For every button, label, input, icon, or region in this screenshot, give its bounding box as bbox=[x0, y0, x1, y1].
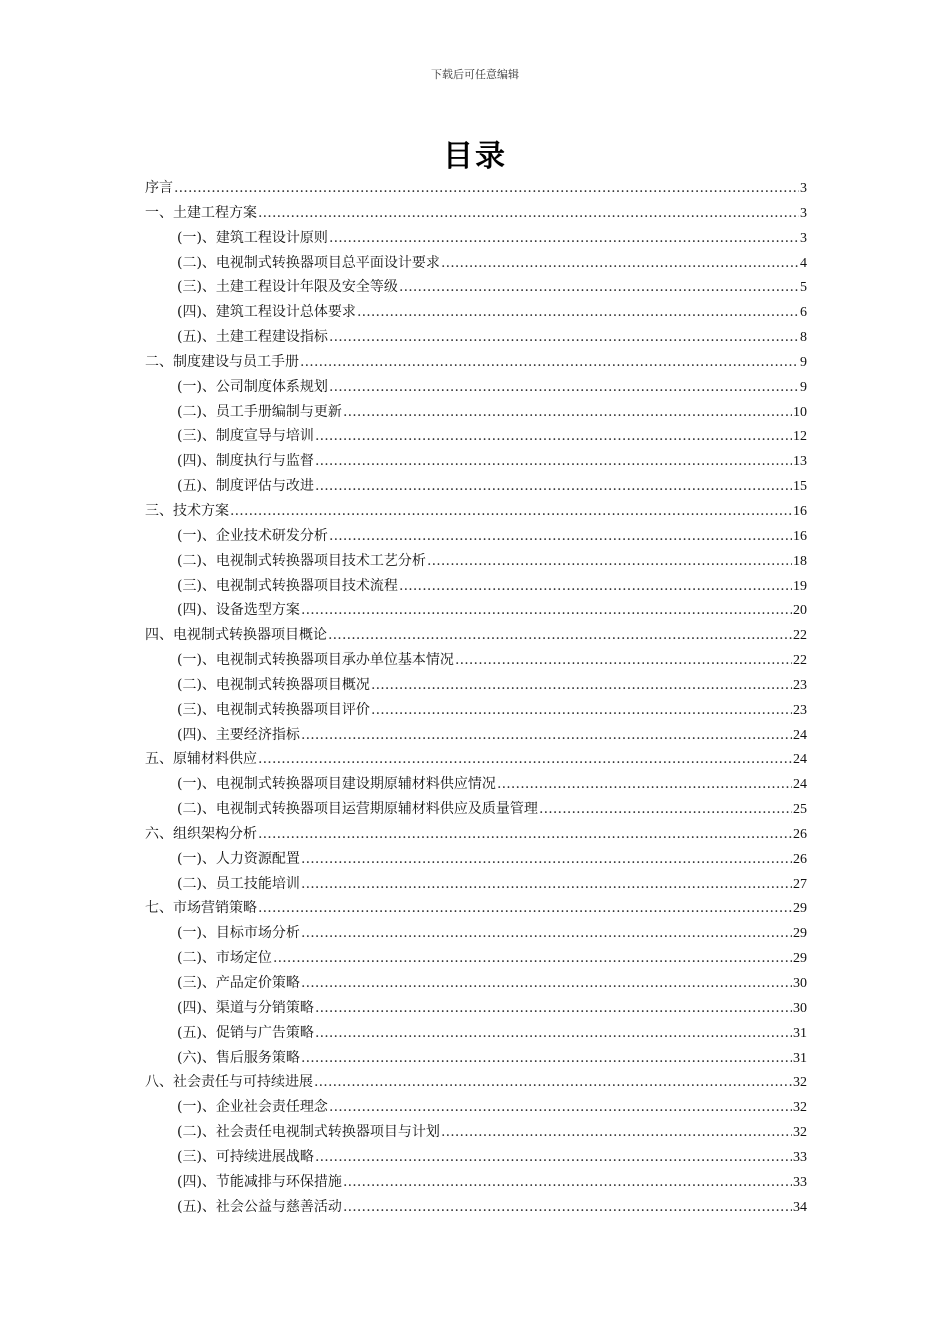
toc-entry-page-number: 22 bbox=[793, 653, 807, 669]
toc-dot-leader bbox=[301, 971, 792, 996]
toc-dot-leader bbox=[301, 1046, 792, 1071]
toc-entry-label: (五)、促销与广告策略 bbox=[177, 1024, 314, 1041]
toc-entry-label: 序言 bbox=[145, 180, 173, 196]
toc-dot-leader bbox=[315, 1145, 792, 1170]
toc-dot-leader bbox=[258, 822, 792, 847]
toc-entry-page-number: 23 bbox=[793, 677, 807, 693]
toc-dot-leader bbox=[174, 176, 799, 201]
toc-dot-leader bbox=[315, 424, 792, 449]
toc-entry-label: (三)、电视制式转换器项目评价 bbox=[177, 701, 370, 718]
toc-entry[interactable] bbox=[145, 971, 807, 996]
page-header: 下载后可任意编辑 bbox=[431, 68, 519, 81]
toc-entry-label: (二)、市场定位 bbox=[177, 950, 272, 967]
toc-entry-page-number: 27 bbox=[793, 876, 807, 892]
toc-entry-label: (一)、企业技术研发分析 bbox=[177, 527, 328, 544]
toc-entry-page-number: 10 bbox=[793, 404, 807, 420]
toc-entry-label: 二、制度建设与员工手册 bbox=[145, 353, 299, 370]
toc-entry-page-number: 24 bbox=[793, 727, 807, 743]
toc-entry-label: (四)、渠道与分销策略 bbox=[177, 999, 314, 1016]
toc-entry[interactable] bbox=[145, 1120, 807, 1145]
toc-entry-page-number: 29 bbox=[793, 926, 807, 942]
toc-dot-leader bbox=[371, 698, 792, 723]
toc-entry[interactable] bbox=[145, 896, 807, 921]
toc-dot-leader bbox=[300, 350, 799, 375]
toc-entry[interactable] bbox=[145, 1021, 807, 1046]
toc-entry-page-number: 6 bbox=[800, 305, 807, 321]
toc-entry-page-number: 3 bbox=[800, 181, 807, 196]
toc-entry[interactable] bbox=[145, 251, 807, 276]
toc-entry-label: (一)、企业社会责任理念 bbox=[177, 1099, 328, 1116]
toc-entry-label: (二)、员工手册编制与更新 bbox=[177, 403, 342, 420]
toc-entry[interactable] bbox=[145, 1095, 807, 1120]
toc-entry[interactable] bbox=[145, 300, 807, 325]
toc-entry[interactable] bbox=[145, 723, 807, 748]
toc-entry-label: (二)、电视制式转换器项目技术工艺分析 bbox=[177, 552, 426, 569]
toc-entry[interactable] bbox=[145, 1046, 807, 1071]
toc-dot-leader bbox=[497, 772, 792, 797]
toc-dot-leader bbox=[301, 598, 792, 623]
toc-entry[interactable] bbox=[145, 648, 807, 673]
toc-entry-label: 四、电视制式转换器项目概论 bbox=[145, 627, 327, 644]
toc-dot-leader bbox=[357, 300, 799, 325]
toc-entry-label: (六)、售后服务策略 bbox=[177, 1049, 300, 1066]
toc-entry[interactable] bbox=[145, 400, 807, 425]
toc-dot-leader bbox=[315, 1021, 792, 1046]
toc-entry-label: (三)、产品定价策略 bbox=[177, 975, 300, 991]
toc-entry-label: 三、技术方案 bbox=[145, 502, 229, 519]
toc-entry-label: 七、市场营销策略 bbox=[145, 900, 257, 917]
toc-entry[interactable] bbox=[145, 772, 807, 797]
toc-entry[interactable] bbox=[145, 424, 807, 449]
toc-entry[interactable] bbox=[145, 822, 807, 847]
toc-dot-leader bbox=[399, 275, 799, 300]
toc-entry-page-number: 20 bbox=[793, 603, 807, 619]
toc-dot-leader bbox=[329, 226, 799, 251]
toc-entry-page-number: 22 bbox=[793, 628, 807, 644]
toc-dot-leader bbox=[329, 1095, 792, 1120]
toc-dot-leader bbox=[315, 474, 792, 499]
toc-entry-label: (四)、建筑工程设计总体要求 bbox=[177, 304, 356, 321]
toc-entry[interactable] bbox=[145, 499, 807, 524]
toc-dot-leader bbox=[301, 847, 792, 872]
toc-entry[interactable] bbox=[145, 474, 807, 499]
toc-entry-page-number: 31 bbox=[793, 1025, 807, 1041]
toc-dot-leader bbox=[343, 1170, 792, 1195]
toc-entry-page-number: 33 bbox=[793, 1174, 807, 1190]
toc-dot-leader bbox=[230, 499, 792, 524]
toc-dot-leader bbox=[314, 1070, 792, 1095]
toc-entry-page-number: 25 bbox=[793, 802, 807, 818]
table-of-contents bbox=[145, 176, 807, 1219]
toc-dot-leader bbox=[441, 1120, 792, 1145]
toc-entry-label: (二)、电视制式转换器项目总平面设计要求 bbox=[177, 254, 440, 271]
toc-entry-label: (二)、电视制式转换器项目运营期原辅材料供应及质量管理 bbox=[177, 801, 538, 818]
toc-entry[interactable] bbox=[145, 996, 807, 1021]
toc-entry-label: (二)、电视制式转换器项目概况 bbox=[177, 676, 370, 693]
toc-entry-label: (三)、可持续进展战略 bbox=[177, 1148, 314, 1165]
toc-entry-page-number: 32 bbox=[793, 1125, 807, 1141]
toc-entry[interactable] bbox=[145, 574, 807, 599]
toc-dot-leader bbox=[329, 375, 799, 400]
toc-dot-leader bbox=[441, 251, 799, 276]
toc-entry-page-number: 5 bbox=[800, 280, 807, 296]
toc-entry-label: (一)、人力资源配置 bbox=[177, 850, 300, 867]
toc-entry-page-number: 24 bbox=[793, 777, 807, 793]
toc-entry-page-number: 32 bbox=[793, 1075, 807, 1091]
toc-entry-label: (一)、电视制式转换器项目建设期原辅材料供应情况 bbox=[177, 776, 496, 793]
toc-entry-label: 八、社会责任与可持续进展 bbox=[145, 1074, 313, 1091]
toc-dot-leader bbox=[258, 896, 792, 921]
toc-dot-leader bbox=[315, 449, 792, 474]
toc-dot-leader bbox=[343, 400, 792, 425]
toc-dot-leader bbox=[301, 723, 792, 748]
toc-dot-leader bbox=[328, 623, 792, 648]
toc-entry[interactable] bbox=[145, 1170, 807, 1195]
toc-entry[interactable] bbox=[145, 549, 807, 574]
toc-entry[interactable] bbox=[145, 847, 807, 872]
toc-dot-leader bbox=[427, 549, 792, 574]
toc-entry-page-number: 34 bbox=[793, 1199, 807, 1215]
toc-entry-page-number: 29 bbox=[793, 951, 807, 967]
toc-entry-label: 六、组织架构分析 bbox=[145, 825, 257, 842]
toc-entry-label: (一)、电视制式转换器项目承办单位基本情况 bbox=[177, 652, 454, 669]
toc-entry-label: (四)、设备选型方案 bbox=[177, 602, 300, 619]
toc-entry-page-number: 26 bbox=[793, 826, 807, 842]
toc-entry-label: 一、土建工程方案 bbox=[145, 204, 257, 221]
toc-entry-page-number: 13 bbox=[793, 454, 807, 470]
toc-entry[interactable] bbox=[145, 673, 807, 698]
toc-entry-label: (五)、制度评估与改进 bbox=[177, 478, 314, 495]
toc-dot-leader bbox=[315, 996, 792, 1021]
toc-entry-page-number: 31 bbox=[793, 1050, 807, 1066]
toc-dot-leader bbox=[258, 747, 792, 772]
toc-entry-label: (一)、公司制度体系规划 bbox=[177, 378, 328, 395]
toc-entry-page-number: 9 bbox=[800, 379, 807, 395]
toc-dot-leader bbox=[273, 946, 792, 971]
toc-entry[interactable] bbox=[145, 226, 807, 251]
toc-entry[interactable] bbox=[145, 872, 807, 897]
toc-entry[interactable] bbox=[145, 1195, 807, 1220]
toc-entry-label: (五)、社会公益与慈善活动 bbox=[177, 1198, 342, 1215]
toc-entry-label: (三)、土建工程设计年限及安全等级 bbox=[177, 279, 398, 296]
toc-entry-label: (一)、建筑工程设计原则 bbox=[177, 229, 328, 246]
toc-entry[interactable] bbox=[145, 1070, 807, 1095]
toc-entry[interactable] bbox=[145, 946, 807, 971]
toc-entry-page-number: 8 bbox=[800, 330, 807, 346]
toc-entry[interactable] bbox=[145, 623, 807, 648]
toc-entry-page-number: 9 bbox=[800, 354, 807, 370]
toc-dot-leader bbox=[329, 325, 799, 350]
toc-dot-leader bbox=[301, 921, 792, 946]
toc-dot-leader bbox=[258, 201, 799, 226]
toc-entry-page-number: 26 bbox=[793, 851, 807, 867]
toc-dot-leader bbox=[329, 524, 792, 549]
toc-entry-page-number: 4 bbox=[800, 255, 807, 271]
toc-entry-label: (二)、员工技能培训 bbox=[177, 875, 300, 892]
toc-entry-label: (二)、社会责任电视制式转换器项目与计划 bbox=[177, 1124, 440, 1141]
toc-entry[interactable] bbox=[145, 350, 807, 375]
toc-entry[interactable] bbox=[145, 524, 807, 549]
toc-dot-leader bbox=[301, 872, 792, 897]
toc-entry-page-number: 33 bbox=[793, 1149, 807, 1165]
toc-entry-page-number: 18 bbox=[793, 553, 807, 569]
toc-entry-label: (一)、目标市场分析 bbox=[177, 925, 300, 942]
toc-entry-page-number: 29 bbox=[793, 901, 807, 917]
toc-dot-leader bbox=[399, 574, 792, 599]
toc-dot-leader bbox=[539, 797, 792, 822]
toc-entry[interactable] bbox=[145, 598, 807, 623]
toc-entry-label: (四)、主要经济指标 bbox=[177, 726, 300, 743]
toc-entry-label: (五)、土建工程建设指标 bbox=[177, 329, 328, 346]
toc-entry-page-number: 16 bbox=[793, 503, 807, 519]
toc-entry-label: (三)、电视制式转换器项目技术流程 bbox=[177, 577, 398, 594]
toc-entry-label: (四)、制度执行与监督 bbox=[177, 453, 314, 470]
toc-entry-page-number: 30 bbox=[793, 976, 807, 991]
toc-entry-page-number: 19 bbox=[793, 578, 807, 594]
toc-entry-page-number: 24 bbox=[793, 752, 807, 768]
toc-entry-page-number: 15 bbox=[793, 479, 807, 495]
toc-entry-page-number: 3 bbox=[800, 230, 807, 246]
toc-dot-leader bbox=[371, 673, 792, 698]
toc-entry[interactable] bbox=[145, 325, 807, 350]
toc-entry[interactable] bbox=[145, 201, 807, 226]
toc-entry[interactable] bbox=[145, 275, 807, 300]
toc-entry[interactable] bbox=[145, 747, 807, 772]
toc-entry[interactable] bbox=[145, 797, 807, 822]
toc-entry-label: (四)、节能减排与环保措施 bbox=[177, 1173, 342, 1190]
toc-entry-page-number: 12 bbox=[793, 429, 807, 445]
toc-entry-page-number: 23 bbox=[793, 702, 807, 718]
toc-dot-leader bbox=[455, 648, 792, 673]
toc-entry-label: (三)、制度宣导与培训 bbox=[177, 428, 314, 445]
toc-entry[interactable] bbox=[145, 375, 807, 400]
page-title: 目录 bbox=[443, 139, 507, 174]
toc-entry-page-number: 32 bbox=[793, 1100, 807, 1116]
toc-entry[interactable] bbox=[145, 921, 807, 946]
toc-entry[interactable] bbox=[145, 449, 807, 474]
toc-entry-page-number: 16 bbox=[793, 528, 807, 544]
toc-dot-leader bbox=[343, 1195, 792, 1220]
toc-entry-page-number: 30 bbox=[793, 1000, 807, 1016]
toc-entry-label: 五、原辅材料供应 bbox=[145, 751, 257, 768]
toc-entry[interactable] bbox=[145, 1145, 807, 1170]
toc-entry[interactable] bbox=[145, 698, 807, 723]
toc-entry[interactable] bbox=[145, 176, 807, 201]
toc-entry-page-number: 3 bbox=[800, 205, 807, 221]
